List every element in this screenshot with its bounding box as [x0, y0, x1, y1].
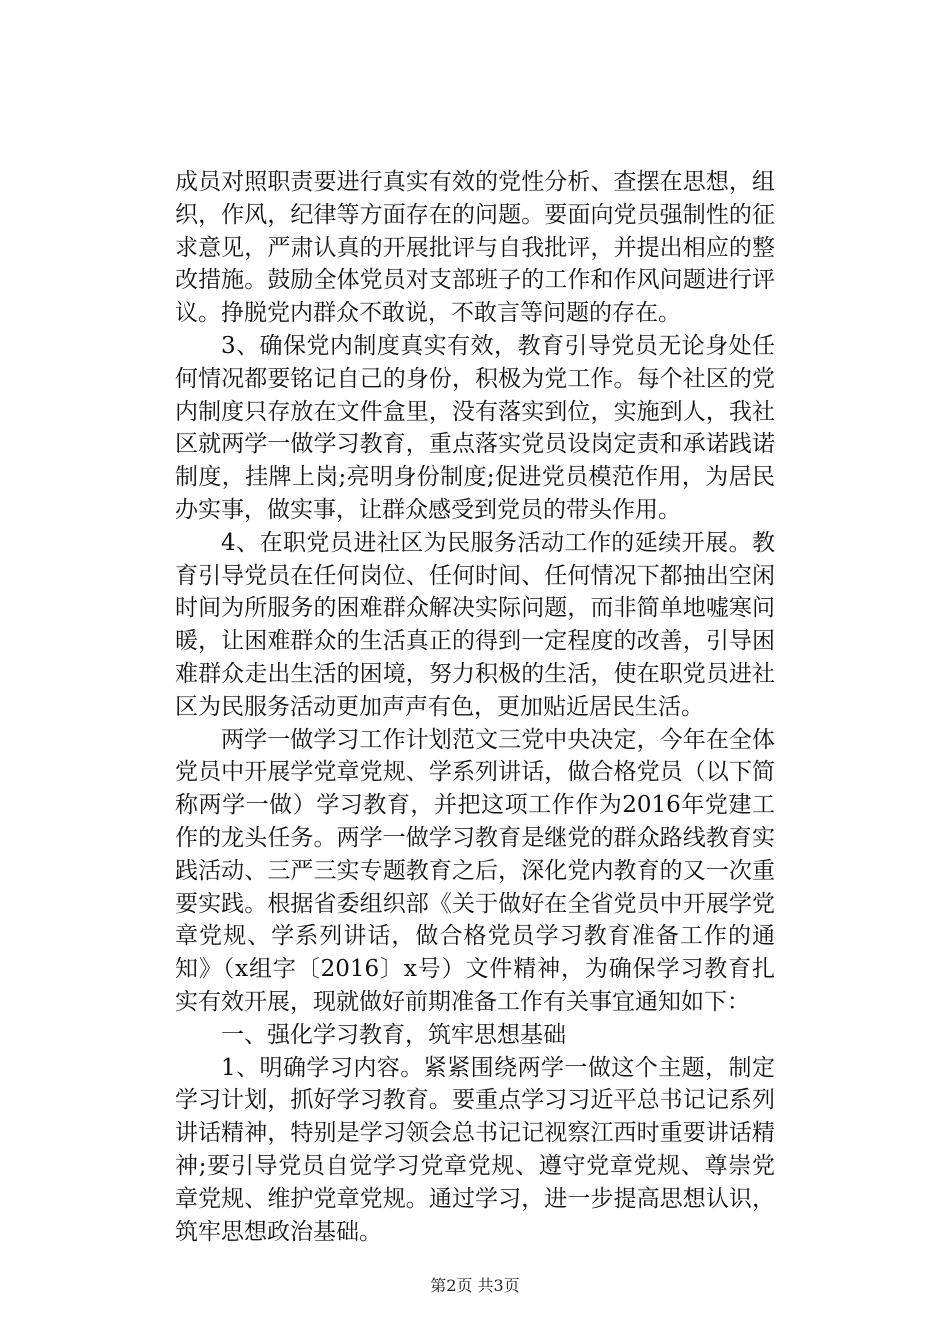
paragraph-2: 3、确保党内制度真实有效，教育引导党员无论身处任何情况都要铭记自己的身份，积极为党工作。每个社区的党内制度只存放在文件盒里，没有落实到位，实施到人，我社区就两学一做学习教育，重点落实党员设岗定责和承诺践诺制度，挂牌上岗;亮明身份制度;促进党员模范作用，为居民办实事，做实事，让群众感受到党员的带头作用。 [175, 332, 775, 523]
section-heading: 一、强化学习教育，筑牢思想基础 [221, 1021, 566, 1048]
paragraph-1: 成员对照职责要进行真实有效的党性分析、查摆在思想，组织，作风，纪律等方面存在的问题。要面向党员强制性的征求意见，严肃认真的开展批评与自我批评，并提出相应的整改措施。鼓励全体党员对支部班子的工作和作风问题进行评议。挣脱党内群众不敢说，不敢言等问题的存在。 [175, 169, 775, 327]
paragraph-3: 4、在职党员进社区为民服务活动工作的延续开展。教育引导党员在任何岗位、任何时间、任何情况下都抽出空闲时间为所服务的困难群众解决实际问题，而非简单地嘘寒问暖，让困难群众的生活真正的得到一定程度的改善，引导困难群众走出生活的困境，努力积极的生活，使在职党员进社区为民服务活动更加声声有色，更加贴近居民生活。 [175, 529, 775, 720]
page-footer: 第2页 共3页 [430, 1276, 520, 1295]
document-body [175, 166, 775, 1248]
paragraph-4: 两学一做学习工作计划范文三党中央决定，今年在全体党员中开展学党章党规、学系列讲话，做合格党员（以下简称两学一做）学习教育，并把这项工作作为2016年党建工作的龙头任务。两学一做学习教育是继党的群众路线教育实践活动、三严三实专题教育之后，深化党内教育的又一次重要实践。根据省委组织部《关于做好在全省党员中开展学党章党规、学系列讲话，做合格党员学习教育准备工作的通知》（x组字〔2016〕x号）文件精神，为确保学习教育扎实有效开展，现就做好前期准备工作有关事宜通知如下： [175, 726, 775, 1015]
paragraph-5: 1、明确学习内容。紧紧围绕两学一做这个主题，制定学习计划，抓好学习教育。要重点学习习近平总书记记系列讲话精神，特别是学习领会总书记记视察江西时重要讲话精神;要引导党员自觉学习党章党规、遵守党章党规、尊崇党章党规、维护党章党规。通过学习，进一步提高思想认识，筑牢思想政治基础。 [175, 1054, 775, 1245]
